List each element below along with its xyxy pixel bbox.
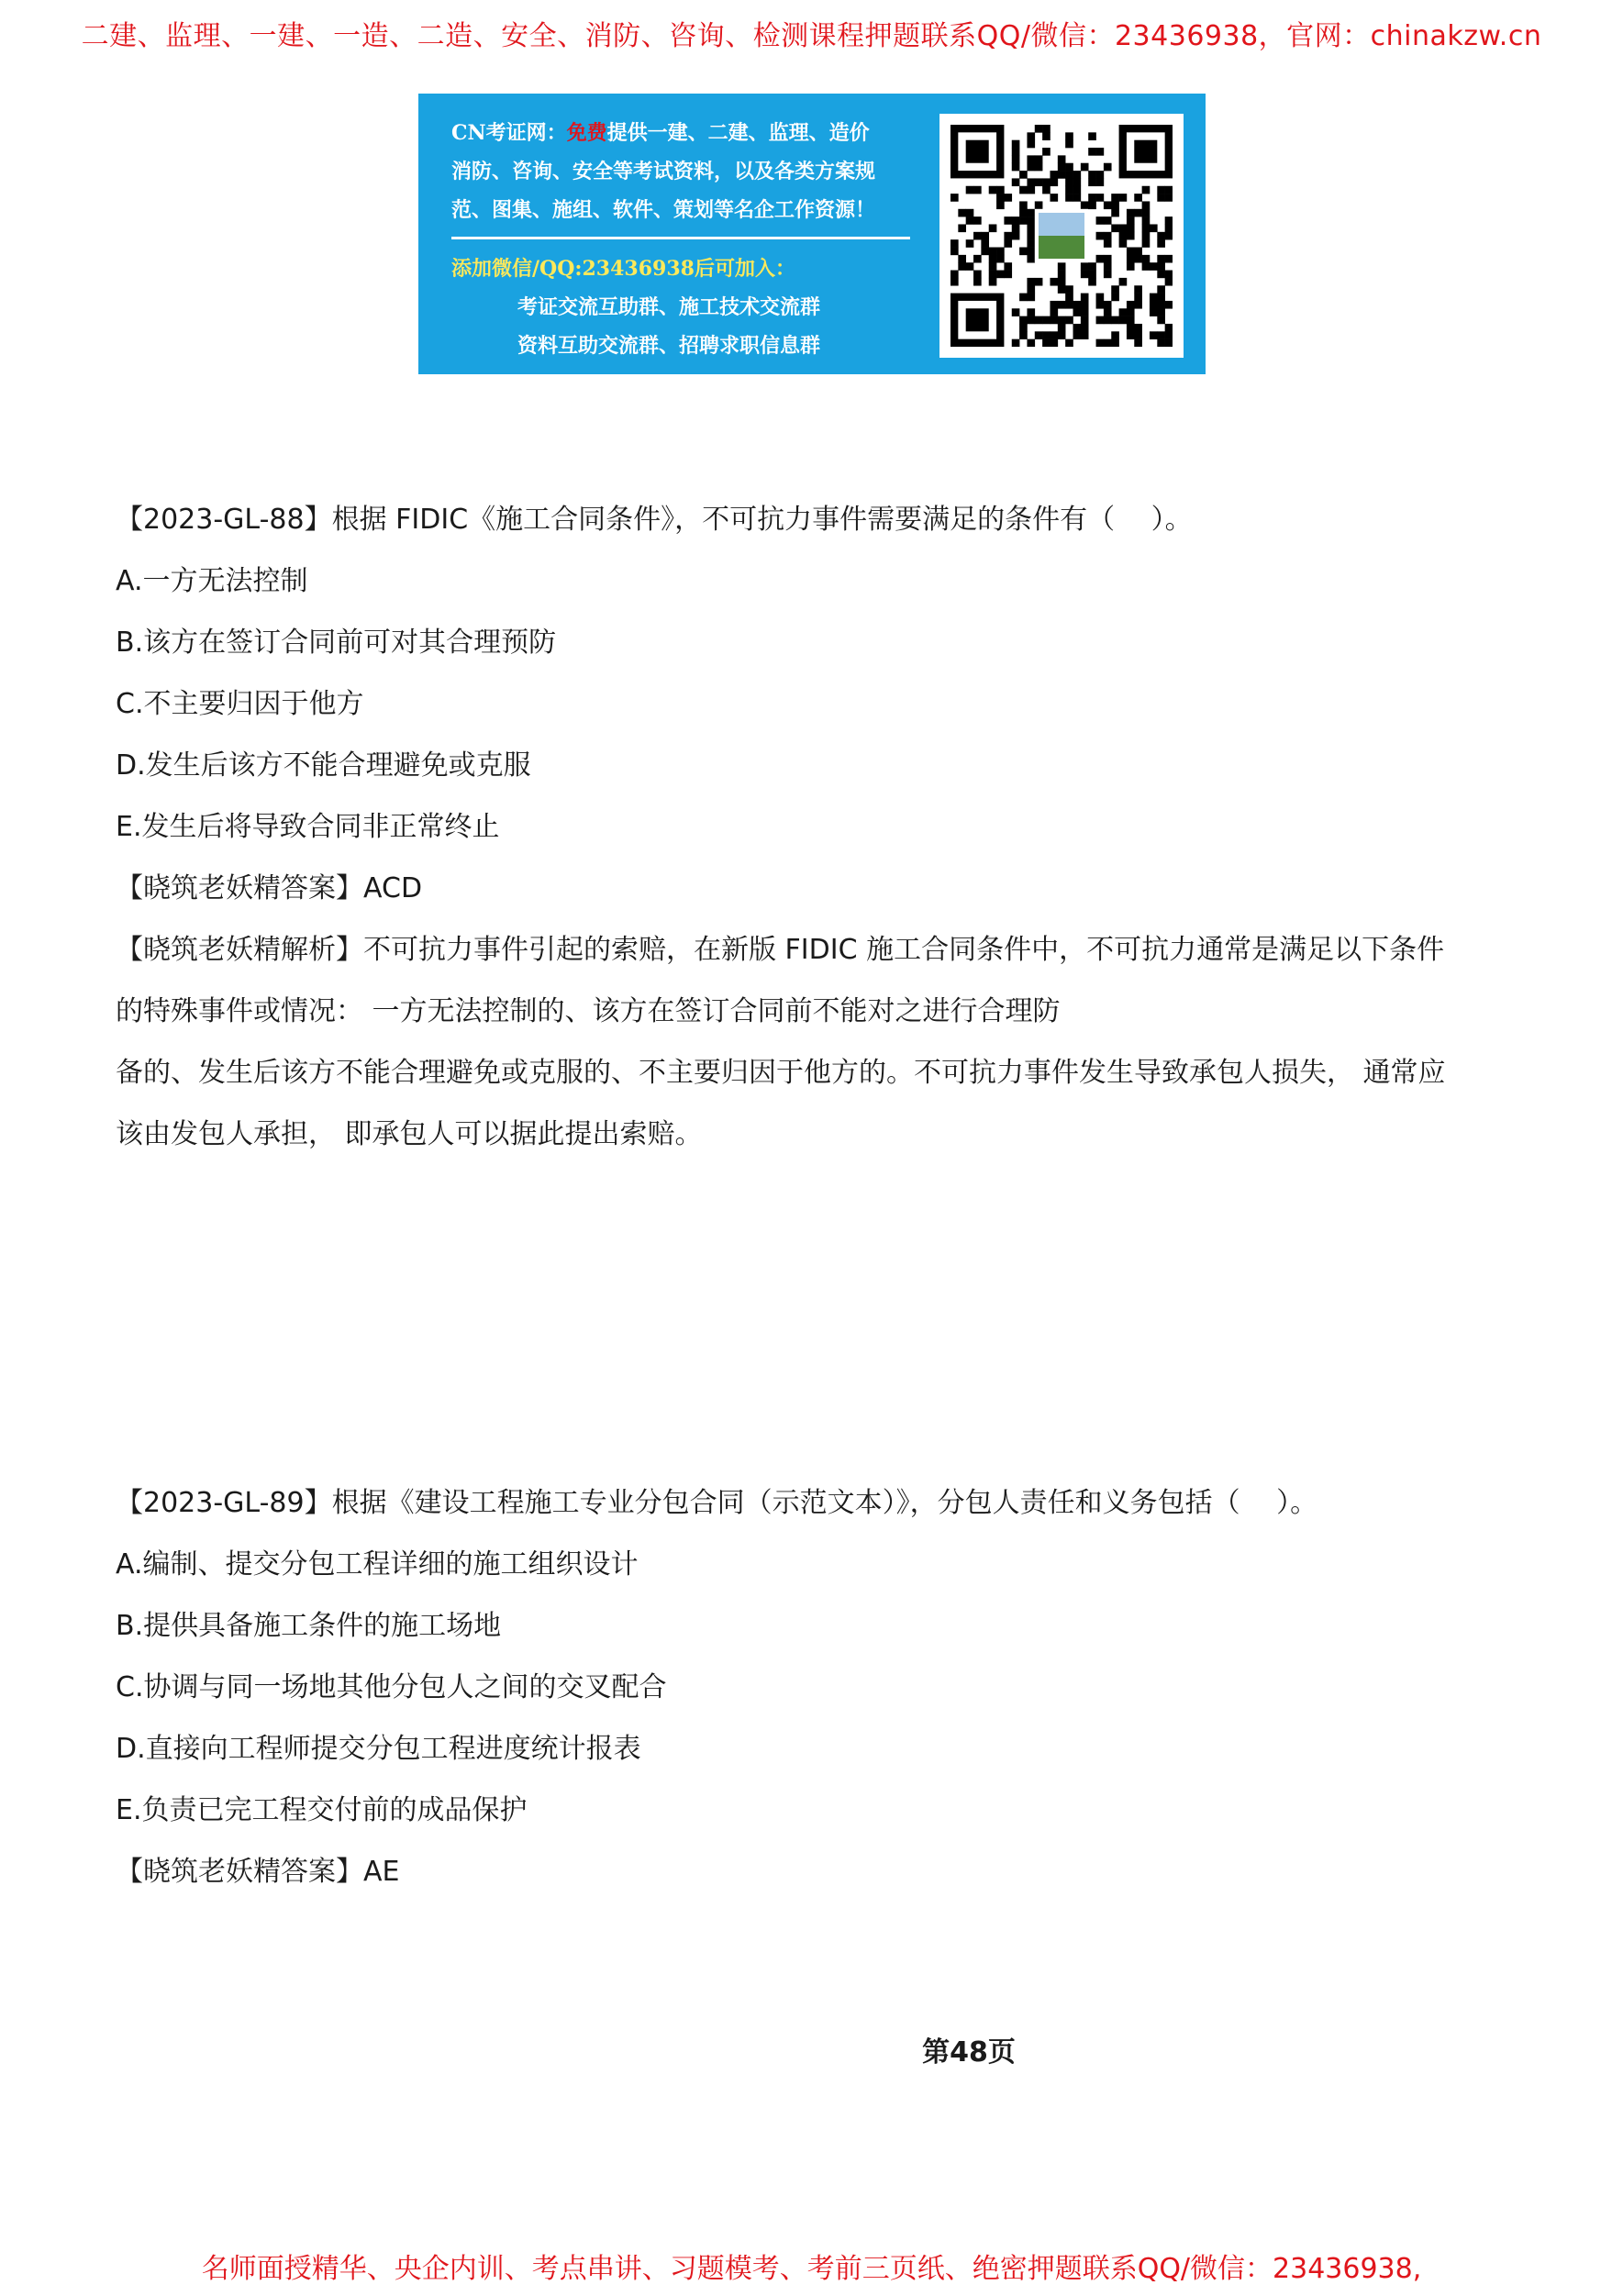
q88-option-b: B.该方在签订合同前可对其合理预防	[116, 627, 557, 659]
qr-code-icon	[939, 114, 1184, 358]
banner-groups	[517, 288, 958, 365]
banner-line3: 范、图集、施组、软件、策划等名企工作资源！	[451, 198, 876, 222]
q89-option-b: B.提供具备施工条件的施工场地	[116, 1610, 502, 1642]
header-promo-text: 二建、监理、一建、一造、二造、安全、消防、咨询、检测课程押题联系QQ/微信：23436938，官网：chinakzw.cn	[81, 20, 1542, 52]
q89-answer: 【晓筑老妖精答案】AE	[116, 1856, 400, 1888]
q88-stem: 【2023-GL-88】根据 FIDIC《施工合同条件》，不可抗力事件需要满足的条件有（ ）。	[116, 504, 1193, 536]
banner-line1-suffix: 提供一建、二建、监理、造价	[606, 121, 870, 145]
banner-free-label: 免费	[566, 121, 607, 145]
q89-option-c: C.协调与同一场地其他分包人之间的交叉配合	[116, 1671, 667, 1703]
q88-analysis-line4: 该由发包人承担， 即承包人可以据此提出索赔。	[116, 1118, 703, 1150]
q88-option-c: C.不主要归因于他方	[116, 688, 364, 720]
q89-stem: 【2023-GL-89】根据《建设工程施工专业分包合同（示范文本）》，分包人责任和义务包括（ ）。	[116, 1487, 1318, 1519]
q88-option-d: D.发生后该方不能合理避免或克服	[116, 749, 531, 782]
q89-option-a: A.编制、提交分包工程详细的施工组织设计	[116, 1548, 639, 1581]
banner-line2: 消防、咨询、安全等考试资料，以及各类方案规	[451, 160, 876, 183]
banner-divider	[451, 237, 910, 239]
q89-option-d: D.直接向工程师提交分包工程进度统计报表	[116, 1733, 641, 1765]
q88-option-a: A.一方无法控制	[116, 565, 308, 597]
q88-answer: 【晓筑老妖精答案】ACD	[116, 872, 423, 904]
q88-option-e: E.发生后将导致合同非正常终止	[116, 811, 500, 843]
promo-banner	[418, 94, 1206, 374]
q89-option-e: E.负责已完工程交付前的成品保护	[116, 1794, 528, 1826]
banner-group-1: 考证交流互助群、施工技术交流群	[517, 295, 821, 319]
banner-join-text: 添加微信/QQ:23436938后可加入：	[451, 257, 795, 281]
q88-analysis-line1: 【晓筑老妖精解析】不可抗力事件引起的索赔，在新版 FIDIC 施工合同条件中，不可抗力通常是满足以下条件	[116, 934, 1445, 966]
footer-promo-text: 名师面授精华、央企内训、考点串讲、习题模考、考前三页纸、绝密押题联系QQ/微信：23436938,	[201, 2253, 1422, 2285]
page-number: 第48页	[922, 2036, 1016, 2069]
banner-line1-prefix: CN考证网：	[451, 121, 567, 145]
q88-analysis-line3: 备的、发生后该方不能合理避免或克服的、不主要归因于他方的。不可抗力事件发生导致承包人损失， 通常应	[116, 1057, 1446, 1089]
banner-description	[451, 114, 928, 229]
banner-group-2: 资料互助交流群、招聘求职信息群	[517, 334, 821, 358]
q88-analysis-line2: 的特殊事件或情况： 一方无法控制的、该方在签订合同前不能对之进行合理防	[116, 995, 1061, 1027]
